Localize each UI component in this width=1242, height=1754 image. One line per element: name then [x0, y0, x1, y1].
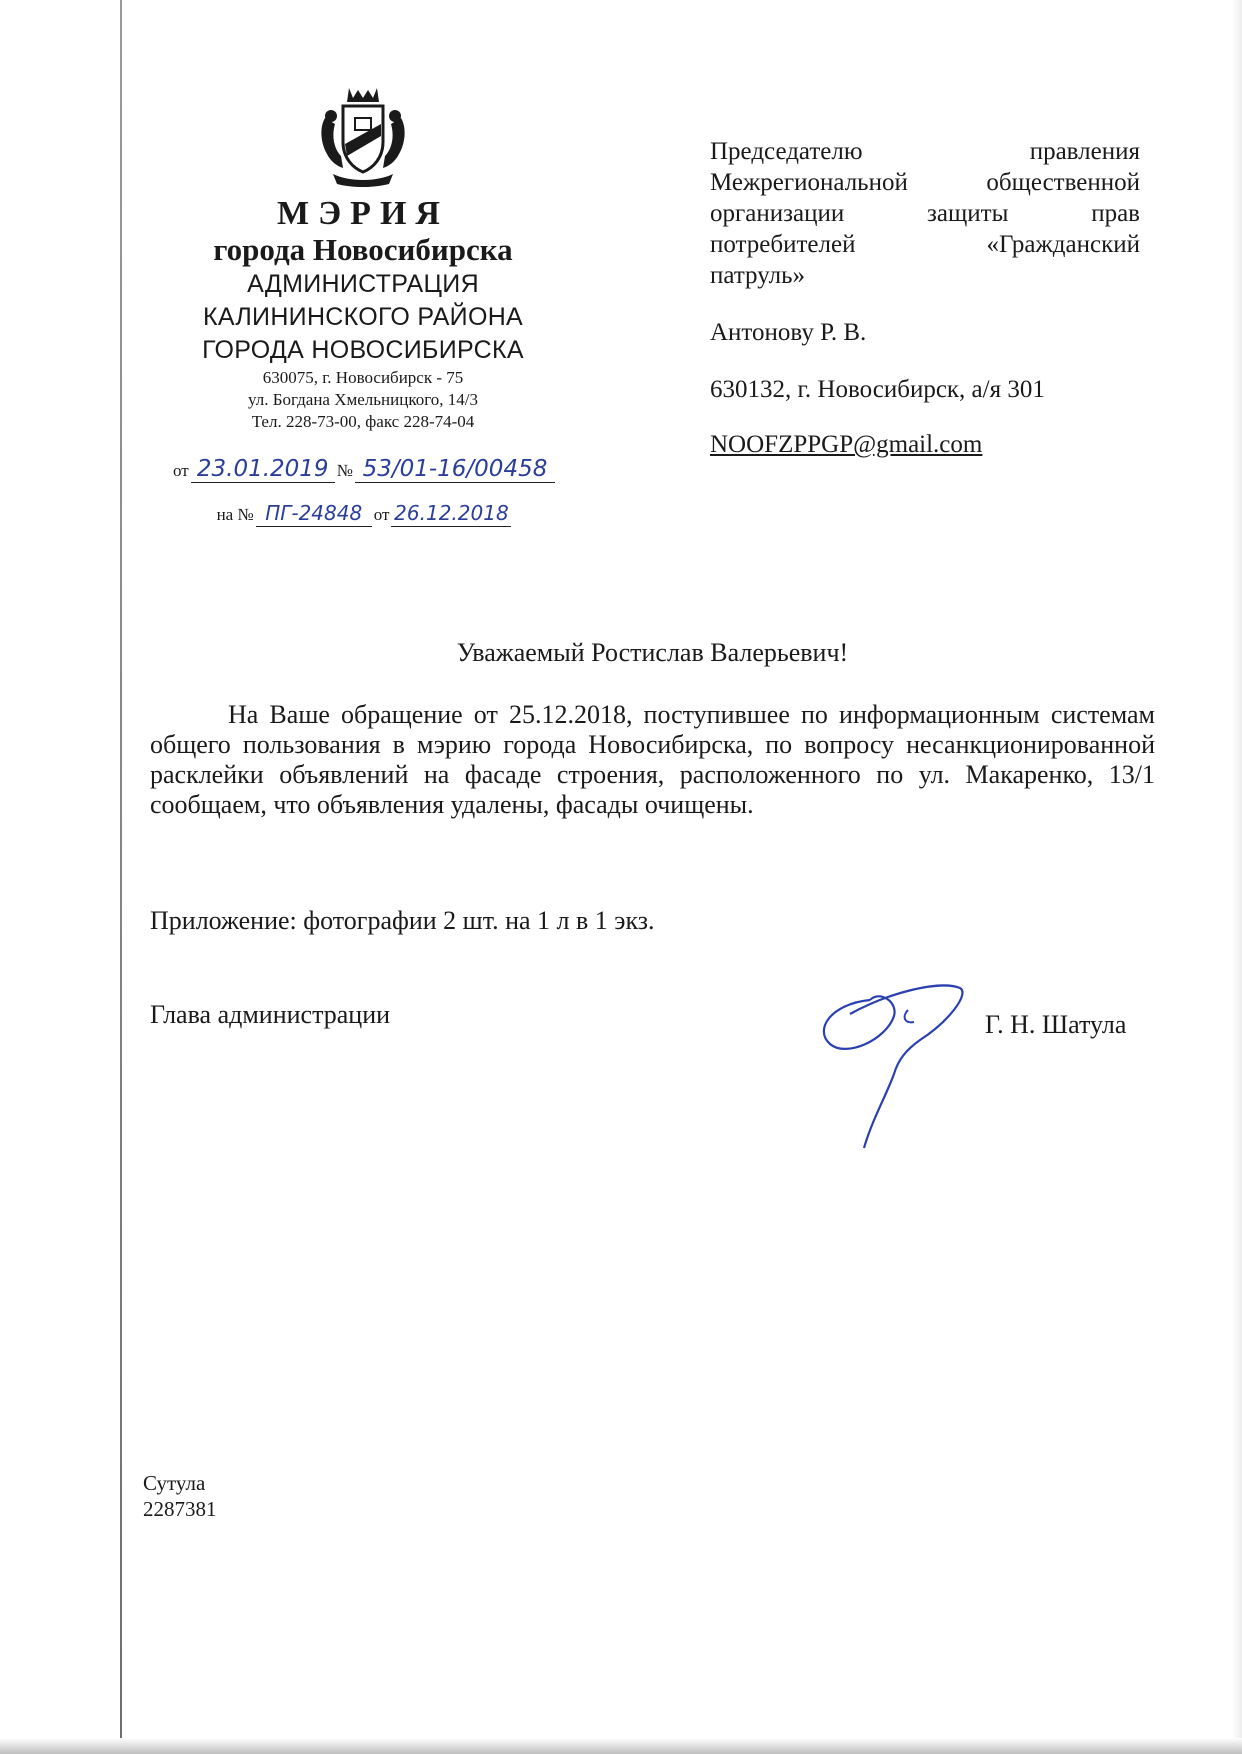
addressee-line-3: организации защиты прав — [710, 200, 1140, 227]
reference-date: 26.12.2018 — [391, 500, 511, 527]
executor-info — [143, 1470, 217, 1522]
signatory-name: Г. Н. Шатула — [985, 1010, 1127, 1039]
registration-row — [150, 439, 576, 483]
addressee-block — [710, 136, 1140, 460]
city-title: города Новосибирска — [213, 232, 513, 267]
admin-line-3: ГОРОДА НОВОСИБИРСКА — [202, 336, 524, 364]
outgoing-number: 53/01-16/00458 — [355, 456, 555, 483]
handwritten-signature — [810, 970, 980, 1150]
scan-edge-left — [120, 0, 122, 1754]
outgoing-date: 23.01.2019 — [191, 456, 335, 483]
reference-number: ПГ-24848 — [256, 500, 372, 527]
from-label: от — [173, 461, 189, 480]
scan-edge-right — [1232, 0, 1242, 1754]
executor-surname: Сутула — [143, 1471, 206, 1495]
reference-row — [150, 487, 576, 527]
ref-label: на № — [216, 505, 254, 524]
addressee-line-5: патруль» — [710, 262, 806, 289]
letter-body — [150, 700, 1155, 820]
sender-phone-line: Тел. 228-73-00, факс 228-74-04 — [251, 412, 475, 431]
addressee-line-2: Межрегиональной общественной — [710, 169, 1140, 196]
ref-from-label: от — [373, 505, 390, 524]
mayor-office-title: МЭРИЯ — [277, 195, 449, 232]
body-paragraph: На Ваше обращение от 25.12.2018, поступившее по информационным системам общего пользования в мэрию города Новосибирска, по вопросу несанкционированной расклейки объявлений на фасаде строения, расположенного по ул. Макаренко, 13/1 сообщаем, что объявления удалены, фасады очищены. — [150, 700, 1155, 819]
scan-edge-bottom — [0, 1738, 1242, 1754]
greeting: Уважаемый Ростислав Валерьевич! — [456, 638, 849, 667]
addressee-line-1: Председателю правления — [710, 138, 1140, 165]
number-label: № — [336, 461, 353, 480]
addressee-line-4: потребителей «Гражданский — [710, 231, 1140, 258]
addressee-position — [710, 136, 1140, 291]
attachment-note: Приложение: фотографии 2 шт. на 1 л в 1 экз. — [150, 906, 655, 935]
addressee-postal-address: 630132, г. Новосибирск, а/я 301 — [710, 376, 1045, 403]
signatory-position: Глава администрации — [150, 1000, 391, 1029]
coat-of-arms-icon — [315, 84, 411, 188]
admin-line-1: АДМИНИСТРАЦИЯ — [247, 270, 479, 298]
admin-line-2: КАЛИНИНСКОГО РАЙОНА — [202, 303, 524, 331]
addressee-email: NOOFZPPGP@gmail.com — [710, 431, 983, 458]
sender-address-line-2: ул. Богдана Хмельницкого, 14/3 — [248, 390, 478, 409]
letterhead — [150, 84, 576, 527]
addressee-name: Антонову Р. В. — [710, 319, 867, 346]
sender-address-line-1: 630075, г. Новосибирск - 75 — [262, 368, 464, 387]
executor-phone: 2287381 — [143, 1497, 217, 1521]
